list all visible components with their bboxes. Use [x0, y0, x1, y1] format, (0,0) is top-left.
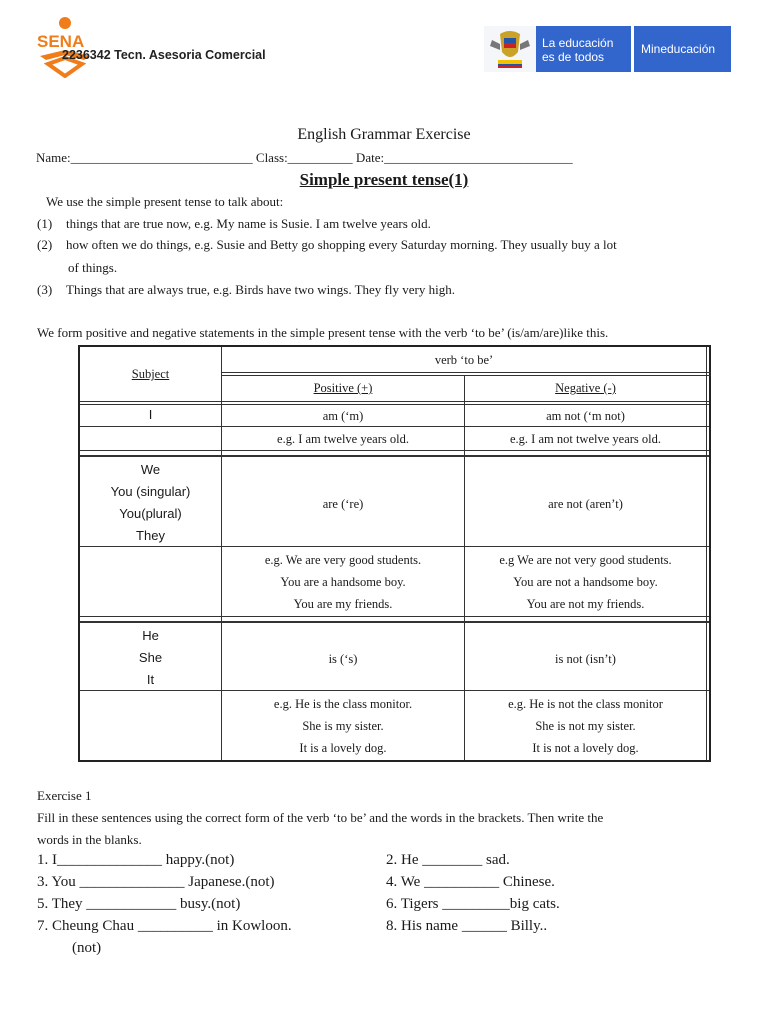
subject-they: They: [136, 528, 165, 543]
positive-example: You are my friends.: [293, 597, 393, 611]
subject-header: Subject: [131, 367, 170, 381]
exercise-title: Exercise 1: [37, 788, 92, 803]
usage-text: things that are true now, e.g. My name is Susie. I am twelve years old.: [66, 216, 431, 231]
positive-example: e.g. He is the class monitor.: [273, 697, 413, 711]
positive-form: are (‘re): [322, 497, 364, 511]
sena-logo-text: SENA: [37, 32, 85, 51]
question-4[interactable]: 4. We __________ Chinese.: [386, 874, 555, 890]
subject-i: I: [148, 407, 153, 422]
negative-example: You are not my friends.: [526, 597, 645, 611]
subject-it: It: [146, 672, 155, 687]
sena-logo: [34, 16, 96, 78]
negative-example: e.g. I am not twelve years old.: [510, 432, 661, 446]
negative-example: e.g. He is not the class monitor: [508, 697, 663, 711]
subject-he: He: [142, 628, 159, 643]
positive-header: Positive (+): [313, 381, 373, 395]
negative-example: You are not a handsome boy.: [513, 575, 658, 589]
usage-number: (3): [37, 282, 53, 297]
negative-form: is not (isn’t): [555, 652, 616, 666]
positive-example: It is a lovely dog.: [299, 741, 387, 755]
subject-we: We: [140, 462, 161, 477]
subject-you-singular: You (singular): [110, 484, 191, 499]
question-5[interactable]: 5. They ____________ busy.(not): [37, 896, 241, 912]
gov-banner: [484, 26, 731, 72]
ministry-label: Mineducación: [641, 42, 716, 56]
course-label: 2236342 Tecn. Asesoria Comercial: [62, 48, 266, 62]
negative-example: She is not my sister.: [535, 719, 636, 733]
subject-she: She: [138, 650, 163, 665]
student-info-line: Name:____________________________ Class:__________ Date:_____________________________: [36, 150, 573, 165]
question-6[interactable]: 6. Tigers _________big cats.: [386, 896, 560, 912]
subject-you-plural: You(plural): [119, 506, 182, 521]
usage-text: Things that are always true, e.g. Birds have two wings. They fly very high.: [66, 282, 455, 297]
negative-example: It is not a lovely dog.: [532, 741, 639, 755]
positive-form: is (‘s): [328, 652, 358, 666]
form-explanation: We form positive and negative statements in the simple present tense with the verb ‘to be’ (is/am/are)like this.: [37, 325, 609, 340]
grammar-table: [78, 345, 711, 762]
positive-example: You are a handsome boy.: [280, 575, 406, 589]
question-8[interactable]: 8. His name ______ Billy..: [386, 918, 548, 934]
exercise-instruction-continued: words in the blanks.: [37, 832, 142, 847]
usage-number: (2): [37, 237, 53, 252]
ministry-box: [634, 26, 731, 72]
negative-header: Negative (-): [555, 381, 616, 395]
negative-form: am not (‘m not): [546, 409, 625, 423]
usage-text: how often we do things, e.g. Susie and Betty go shopping every Saturday morning. They usually buy a lot: [66, 237, 617, 252]
question-2[interactable]: 2. He ________ sad.: [386, 852, 510, 868]
usage-text-continued: of things.: [68, 260, 118, 275]
sena-logo-icon: [34, 16, 96, 78]
positive-form: am (‘m): [322, 409, 364, 423]
gov-slogan-line2: es de todos: [542, 50, 605, 64]
usage-number: (1): [37, 216, 53, 231]
question-7[interactable]: 7. Cheung Chau __________ in Kowloon.: [37, 918, 292, 934]
crest-icon: [484, 26, 536, 72]
negative-form: are not (aren’t): [548, 497, 623, 511]
education-box: [536, 26, 631, 72]
positive-example: e.g. We are very good students.: [264, 553, 422, 567]
exercise-instruction: Fill in these sentences using the correct form of the verb ‘to be’ and the words in the brackets. Then write the: [37, 810, 604, 825]
gov-slogan-line1: La educación: [542, 36, 614, 50]
question-3[interactable]: 3. You ______________ Japanese.(not): [37, 874, 275, 890]
question-1[interactable]: 1. I______________ happy.(not): [37, 852, 235, 868]
positive-example: e.g. I am twelve years old.: [277, 432, 409, 446]
question-7-continued: (not): [72, 940, 102, 956]
intro-text: We use the simple present tense to talk about:: [46, 194, 284, 209]
negative-example: e.g We are not very good students.: [499, 553, 672, 567]
positive-example: She is my sister.: [302, 719, 384, 733]
document-title: English Grammar Exercise: [297, 126, 471, 143]
verb-header: verb ‘to be’: [434, 353, 494, 367]
section-title: Simple present tense(1): [299, 170, 469, 189]
